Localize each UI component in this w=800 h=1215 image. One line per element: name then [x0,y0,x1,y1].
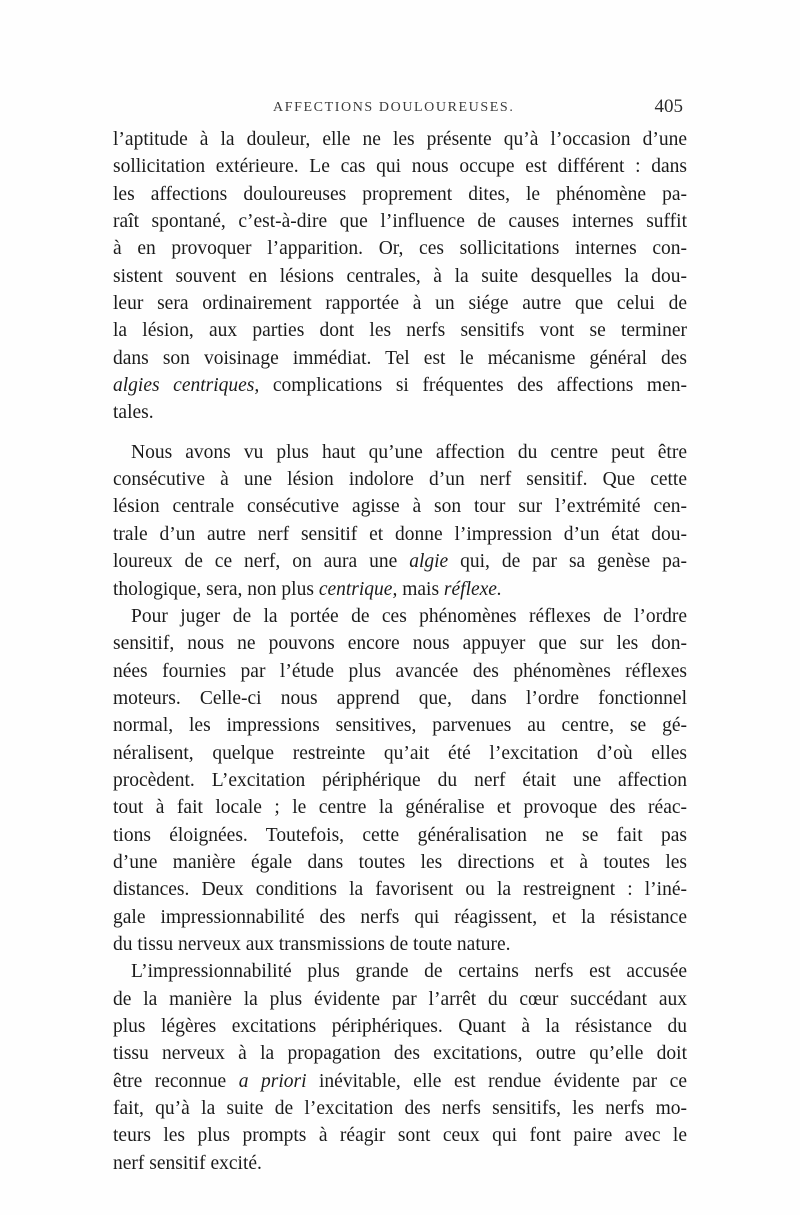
text-segment: tales. [113,402,154,424]
italic-term: algie [409,551,449,573]
text-line [113,399,687,426]
running-title: AFFECTIONS DOULOUREUSES. [273,100,515,115]
text-line [113,317,687,344]
text-segment: gale impressionnabilité des nerfs qui réagissent, et la résistance [113,906,687,928]
text-line [113,740,687,767]
text-segment: thologique, sera, non plus [113,578,319,600]
text-line [113,1122,687,1149]
text-line [113,263,687,290]
text-line [113,849,687,876]
text-line [113,794,687,821]
text-line [113,904,687,931]
text-line [113,181,687,208]
text-line [113,876,687,903]
text-segment: tions éloignées. Toutefois, cette généralisation ne se fait pas [113,824,687,846]
text-segment: l’aptitude à la douleur, elle ne les présente qu’à l’occasion d’une [113,129,687,150]
text-segment: dans son voisinage immédiat. Tel est le mécanisme général des [113,347,687,369]
text-segment: qui, de par sa genèse pa- [448,551,687,573]
text-segment: lésion centrale consécutive agisse à son tour sur l’extrémité cen- [113,496,687,518]
text-segment: complications si fréquentes des affections men- [259,375,687,397]
body-text [113,126,687,1177]
text-line [113,658,687,685]
text-line [113,630,687,657]
text-segment: consécutive à une lésion indolore d’un nerf sensitif. Que cette [113,469,687,491]
text-line [113,603,687,630]
text-segment: loureux de ce nerf, on aura une [113,551,410,573]
paragraph [113,439,687,603]
paragraph [113,603,687,958]
italic-term: réflexe. [443,578,502,600]
text-line [113,345,687,372]
text-segment: moteurs. Celle-ci nous apprend que, dans l’ordre fonctionnel [113,687,687,709]
text-segment: la lésion, aux parties dont les nerfs sensitifs vont se terminer [113,320,687,342]
text-segment: tout à fait locale ; le centre la généralise et provoque des réac- [113,797,687,819]
text-segment: L’impressionnabilité plus grande de certains nerfs est accusée [131,961,687,983]
text-segment: de la manière la plus évidente par l’arrêt du cœur succédant aux [113,988,687,1010]
text-segment: distances. Deux conditions la favorisent ou la restreignent : l’iné- [113,879,687,901]
text-line [113,1013,687,1040]
text-segment: nerf sensitif excité. [113,1152,262,1174]
text-segment: du tissu nerveux aux transmissions de toute nature. [113,933,511,955]
text-segment: être reconnue [113,1070,239,1092]
text-segment: inévitable, elle est rendue évidente par ce [306,1070,687,1092]
text-segment: néralisent, quelque restreinte qu’ait été l’excitation d’où elles [113,742,687,764]
text-segment: Nous avons vu plus haut qu’une affection du centre peut être [131,441,687,463]
text-segment: d’une manière égale dans toutes les directions et à toutes les [113,851,687,873]
text-segment: à en provoquer l’apparition. Or, ces sollicitations internes con- [113,238,687,260]
text-line [113,1150,687,1177]
text-segment: sensitif, nous ne pouvons encore nous appuyer que sur les don- [113,633,687,655]
text-segment: leur sera ordinairement rapportée à un siége autre que celui de [113,293,687,315]
text-segment: sistent souvent en lésions centrales, à la suite desquelles la dou- [113,265,687,287]
running-head [115,94,685,128]
text-segment: mais [397,578,444,600]
text-segment: procèdent. L’excitation périphérique du nerf était une affection [113,769,687,791]
text-segment: teurs les plus prompts à réagir sont ceux qui font paire avec le [113,1125,687,1147]
page-number: 405 [654,96,683,117]
text-line [113,767,687,794]
text-segment: les affections douloureuses proprement dites, le phénomène pa- [113,183,687,205]
text-line [113,1068,687,1095]
text-line [113,986,687,1013]
text-line [113,493,687,520]
text-line [113,439,687,466]
text-line [113,576,687,603]
text-line [113,1040,687,1067]
text-segment: tissu nerveux à la propagation des excitations, outre qu’elle doit [113,1043,687,1065]
text-line [113,521,687,548]
text-line [113,548,687,575]
text-line [113,290,687,317]
text-line [113,208,687,235]
paragraph-gap [113,427,687,439]
italic-term: centrique, [318,578,398,600]
paragraph [113,958,687,1177]
text-segment: trale d’un autre nerf sensitif et donne l’impression d’un état dou- [113,523,687,545]
text-line [113,466,687,493]
text-segment: nées fournies par l’étude plus avancée des phénomènes réflexes [113,660,687,682]
text-segment: Pour juger de la portée de ces phénomènes réflexes de l’ordre [131,605,687,627]
text-line [113,126,687,153]
text-line [113,235,687,262]
text-line [113,153,687,180]
text-segment: raît spontané, c’est-à-dire que l’influence de causes internes suffit [113,211,687,233]
text-line [113,822,687,849]
text-segment: fait, qu’à la suite de l’excitation des nerfs sensitifs, les nerfs mo- [113,1098,687,1120]
text-line [113,958,687,985]
text-line [113,372,687,399]
text-line [113,685,687,712]
text-line [113,712,687,739]
text-segment: sollicitation extérieure. Le cas qui nous occupe est différent : dans [113,156,687,178]
italic-term: a priori [238,1070,307,1092]
italic-term: algies centriques, [113,375,260,397]
text-segment: plus légères excitations périphériques. Quant à la résistance du [113,1016,687,1037]
text-line [113,1095,687,1122]
text-segment: normal, les impressions sensitives, parvenues au centre, se gé- [113,715,687,737]
paragraph [113,126,687,427]
text-line [113,931,687,958]
